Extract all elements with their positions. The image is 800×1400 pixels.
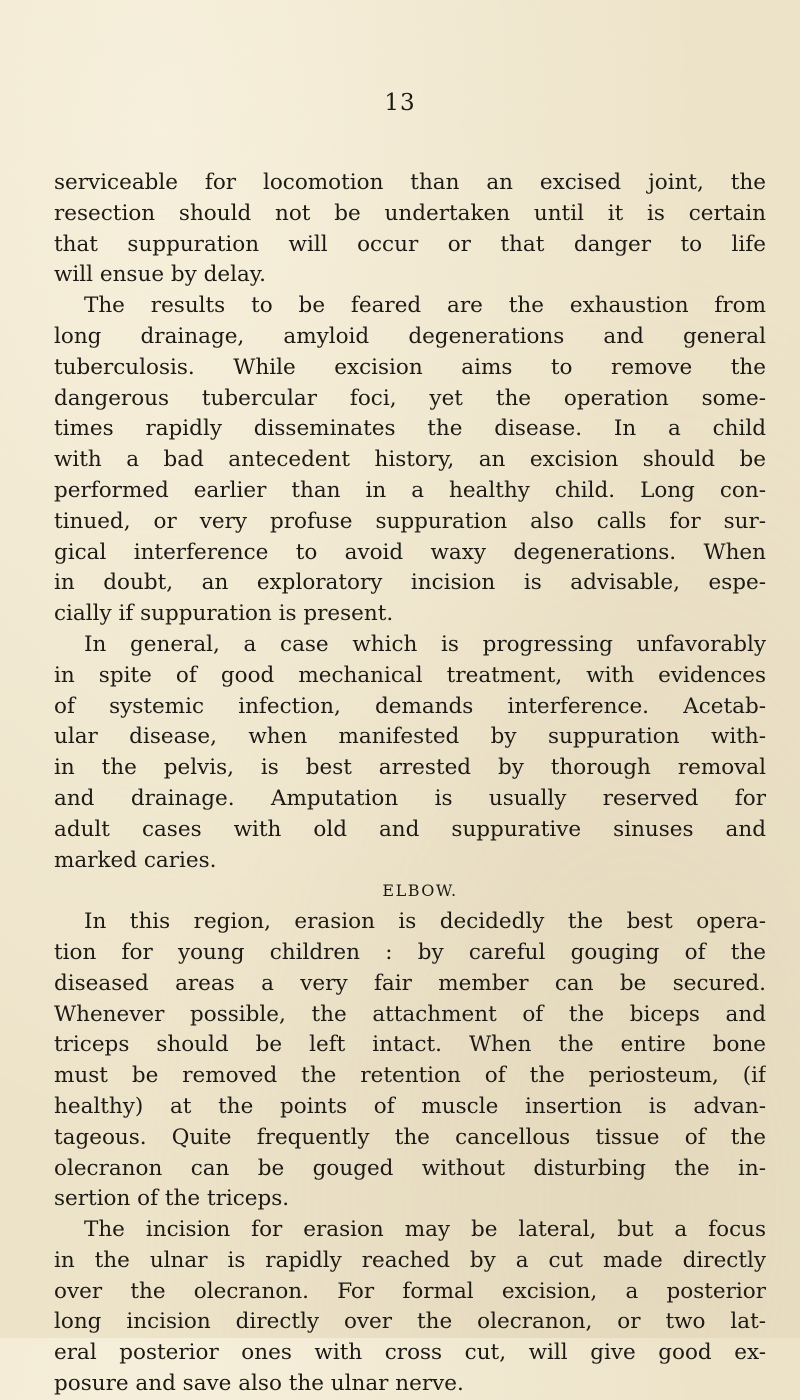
- text-line: dangerous tubercular foci, yet the operation some-: [54, 385, 766, 411]
- text-line: performed earlier than in a healthy child. Long con-: [54, 477, 766, 503]
- text-line: that suppuration will occur or that danger to life: [54, 231, 766, 257]
- text-line: gical interference to avoid waxy degenerations. When: [54, 539, 766, 565]
- text-line: times rapidly disseminates the disease. In a child: [54, 416, 766, 442]
- text-line: serviceable for locomotion than an excised joint, the: [54, 170, 766, 195]
- text-line: and drainage. Amputation is usually reserved for: [54, 785, 766, 811]
- section-heading: ELBOW.: [382, 881, 458, 901]
- text-line: marked caries.: [54, 847, 217, 873]
- text-line: In general, a case which is progressing unfavorably: [84, 631, 766, 657]
- text-line: adult cases with old and suppurative sinuses and: [54, 816, 766, 842]
- text-line: will ensue by delay.: [54, 262, 266, 288]
- text-line: in spite of good mechanical treatment, with evidences: [54, 662, 766, 688]
- text-line: In this region, erasion is decidedly the best opera-: [84, 909, 766, 935]
- text-line: ular disease, when manifested by suppuration with-: [54, 724, 766, 750]
- text-line: tuberculosis. While excision aims to remove the: [54, 354, 766, 380]
- text-line: in doubt, an exploratory incision is advisable, espe-: [54, 570, 766, 596]
- text-line: triceps should be left intact. When the entire bone: [54, 1032, 766, 1058]
- text-line: resection should not be undertaken until it is certain: [54, 200, 766, 226]
- text-line: sertion of the triceps.: [54, 1186, 290, 1212]
- text-line: tinued, or very profuse suppuration also calls for sur-: [54, 508, 766, 534]
- text-line: The incision for erasion may be lateral, but a focus: [84, 1217, 766, 1243]
- text-line: with a bad antecedent history, an excision should be: [54, 447, 766, 473]
- text-line: tion for young children : by careful gouging of the: [54, 939, 766, 965]
- text-line: posure and save also the ulnar nerve.: [54, 1371, 464, 1397]
- text-line: tageous. Quite frequently the cancellous tissue of the: [54, 1124, 766, 1150]
- text-line: in the ulnar is rapidly reached by a cut made directly: [54, 1247, 766, 1273]
- text-line: The results to be feared are the exhaustion from: [84, 293, 766, 319]
- text-line: long drainage, amyloid degenerations and general: [54, 323, 766, 349]
- text-line: olecranon can be gouged without disturbing the in-: [54, 1155, 766, 1181]
- text-line: Whenever possible, the attachment of the biceps and: [54, 1001, 766, 1027]
- text-line: diseased areas a very fair member can be secured.: [54, 970, 766, 996]
- body-text: [54, 168, 766, 1400]
- page-number: 13: [384, 90, 416, 116]
- text-line: eral posterior ones with cross cut, will give good ex-: [54, 1340, 766, 1366]
- text-line: must be removed the retention of the periosteum, (if: [54, 1063, 766, 1089]
- text-line: of systemic infection, demands interference. Acetab-: [54, 693, 766, 719]
- text-line: long incision directly over the olecranon, or two lat-: [54, 1309, 766, 1335]
- text-line: in the pelvis, is best arrested by thorough removal: [54, 755, 766, 781]
- text-line: healthy) at the points of muscle insertion is advan-: [54, 1093, 766, 1119]
- text-line: over the olecranon. For formal excision, a posterior: [54, 1278, 766, 1304]
- text-line: cially if suppuration is present.: [54, 601, 394, 627]
